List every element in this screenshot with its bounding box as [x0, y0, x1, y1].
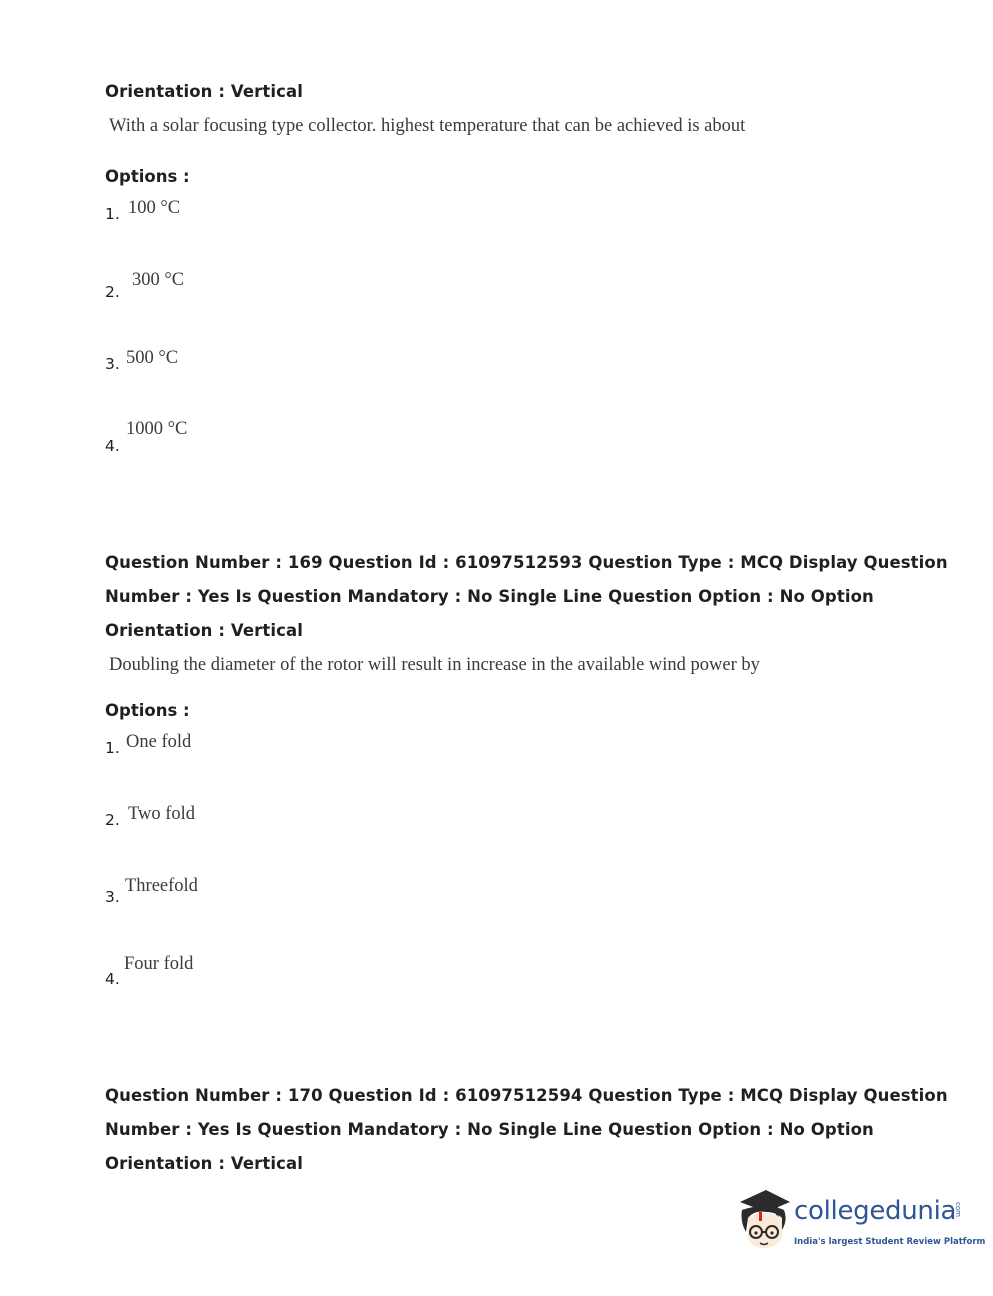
q169-question-text: Doubling the diameter of the rotor will result in increase in the available wind power by — [109, 655, 760, 675]
q168-options-label: Options : — [105, 167, 190, 186]
collegedunia-logo — [736, 1188, 986, 1258]
q170-orientation: Orientation : Vertical — [105, 1154, 304, 1173]
q168-option-2-number: 2. — [105, 283, 120, 301]
q169-meta-line-2: Number : Yes Is Question Mandatory : No Single Line Question Option : No Option — [105, 587, 874, 606]
q169-option-4-number: 4. — [105, 970, 120, 988]
q169-option-2-number: 2. — [105, 811, 120, 829]
q168-orientation: Orientation : Vertical — [105, 82, 304, 101]
q168-option-2-value: 300 °C — [132, 270, 185, 290]
q168-option-4-value: 1000 °C — [126, 419, 188, 439]
q168-option-1-value: 100 °C — [128, 198, 181, 218]
mascot-icon — [736, 1188, 794, 1258]
q168-option-3-number: 3. — [105, 355, 120, 373]
q169-option-1-value: One fold — [126, 732, 192, 752]
q169-option-3-number: 3. — [105, 888, 120, 906]
logo-wordmark: collegedunia — [794, 1196, 957, 1226]
q168-question-text: With a solar focusing type collector. highest temperature that can be achieved is about — [109, 116, 746, 136]
logo-com: com — [954, 1202, 962, 1217]
q169-meta-line-1: Question Number : 169 Question Id : 61097512593 Question Type : MCQ Display Question — [105, 553, 948, 572]
q169-option-3-value: Threefold — [125, 876, 198, 896]
q169-orientation: Orientation : Vertical — [105, 621, 304, 640]
q169-option-2-value: Two fold — [128, 804, 196, 824]
q169-options-label: Options : — [105, 701, 190, 720]
q168-option-3-value: 500 °C — [126, 348, 179, 368]
logo-tagline: India's largest Student Review Platform — [794, 1237, 986, 1247]
q169-option-1-number: 1. — [105, 739, 120, 757]
q169-option-4-value: Four fold — [124, 954, 194, 974]
q168-option-1-number: 1. — [105, 205, 120, 223]
q170-meta-line-2: Number : Yes Is Question Mandatory : No Single Line Question Option : No Option — [105, 1120, 874, 1139]
q168-option-4-number: 4. — [105, 437, 120, 455]
q170-meta-line-1: Question Number : 170 Question Id : 61097512594 Question Type : MCQ Display Question — [105, 1086, 948, 1105]
